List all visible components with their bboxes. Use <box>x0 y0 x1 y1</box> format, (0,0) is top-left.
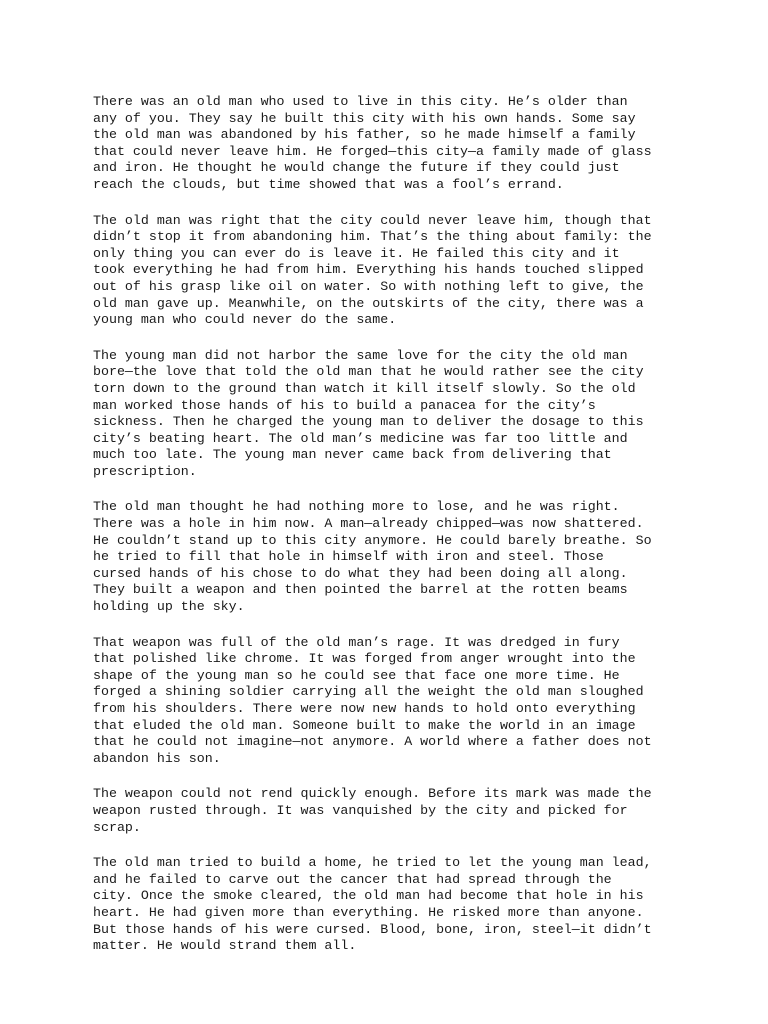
text-line: out of his grasp like oil on water. So with nothing left to give, the <box>93 278 644 294</box>
text-line: weapon rusted through. It was vanquished by the city and picked for <box>93 802 628 818</box>
text-line: that could never leave him. He forged—this city—a family made of glass <box>93 143 652 159</box>
text-line: scrap. <box>93 819 141 835</box>
paragraph-6 <box>93 786 693 836</box>
text-line: sickness. Then he charged the young man to deliver the dosage to this <box>93 414 644 430</box>
text-line: That weapon was full of the old man’s rage. It was dredged in fury <box>93 634 620 650</box>
paragraph-4 <box>93 499 693 615</box>
text-line: man worked those hands of his to build a panacea for the city’s <box>93 397 596 413</box>
text-line: The weapon could not rend quickly enough. Before its mark was made the <box>93 786 652 802</box>
text-line: The old man was right that the city could never leave him, though that <box>93 212 652 228</box>
text-line: cursed hands of his chose to do what they had been doing all along. <box>93 565 628 581</box>
text-line: shape of the young man so he could see that face one more time. He <box>93 667 620 683</box>
text-line: that eluded the old man. Someone built to make the world in an image <box>93 717 636 733</box>
text-line: bore—the love that told the old man that he would rather see the city <box>93 364 644 380</box>
text-line: city. Once the smoke cleared, the old man had become that hole in his <box>93 888 644 904</box>
text-line: abandon his son. <box>93 750 221 766</box>
text-line: that polished like chrome. It was forged from anger wrought into the <box>93 651 636 667</box>
text-line: prescription. <box>93 463 197 479</box>
text-line: holding up the sky. <box>93 599 245 615</box>
text-line: only thing you can ever do is leave it. He failed this city and it <box>93 245 620 261</box>
text-line: They built a weapon and then pointed the barrel at the rotten beams <box>93 582 628 598</box>
text-line: any of you. They say he built this city with his own hands. Some say <box>93 110 636 126</box>
text-line: old man gave up. Meanwhile, on the outskirts of the city, there was a <box>93 295 644 311</box>
text-line: heart. He had given more than everything. He risked more than anyone. <box>93 904 644 920</box>
text-line: There was a hole in him now. A man—already chipped—was now shattered. <box>93 516 644 532</box>
text-line: city’s beating heart. The old man’s medicine was far too little and <box>93 430 628 446</box>
text-line: The old man thought he had nothing more to lose, and he was right. <box>93 499 620 515</box>
paragraph-3 <box>93 348 693 481</box>
text-line: young man who could never do the same. <box>93 312 397 328</box>
text-line: torn down to the ground than watch it kill itself slowly. So the old <box>93 380 636 396</box>
text-line: The old man tried to build a home, he tried to let the young man lead, <box>93 855 652 871</box>
text-line: that he could not imagine—not anymore. A world where a father does not <box>93 734 652 750</box>
paragraph-5 <box>93 635 693 768</box>
document-page <box>93 94 693 974</box>
text-line: The young man did not harbor the same love for the city the old man <box>93 347 628 363</box>
text-line: matter. He would strand them all. <box>93 938 357 954</box>
text-line: and iron. He thought he would change the future if they could just <box>93 160 620 176</box>
text-line: But those hands of his were cursed. Blood, bone, iron, steel—it didn’t <box>93 921 652 937</box>
text-line: reach the clouds, but time showed that was a fool’s errand. <box>93 176 564 192</box>
text-line: much too late. The young man never came back from delivering that <box>93 447 612 463</box>
text-line: forged a shining soldier carrying all the weight the old man sloughed <box>93 684 644 700</box>
text-line: the old man was abandoned by his father, so he made himself a family <box>93 127 636 143</box>
text-line: There was an old man who used to live in this city. He’s older than <box>93 94 628 109</box>
paragraph-7 <box>93 855 693 955</box>
paragraph-2 <box>93 213 693 329</box>
text-line: he tried to fill that hole in himself with iron and steel. Those <box>93 549 604 565</box>
text-line: and he failed to carve out the cancer that had spread through the <box>93 871 612 887</box>
text-line: He couldn’t stand up to this city anymore. He could barely breathe. So <box>93 532 652 548</box>
text-line: didn’t stop it from abandoning him. That’s the thing about family: the <box>93 229 652 245</box>
text-line: from his shoulders. There were now new hands to hold onto everything <box>93 701 636 716</box>
paragraph-1 <box>93 94 693 194</box>
text-line: took everything he had from him. Everything his hands touched slipped <box>93 262 644 278</box>
